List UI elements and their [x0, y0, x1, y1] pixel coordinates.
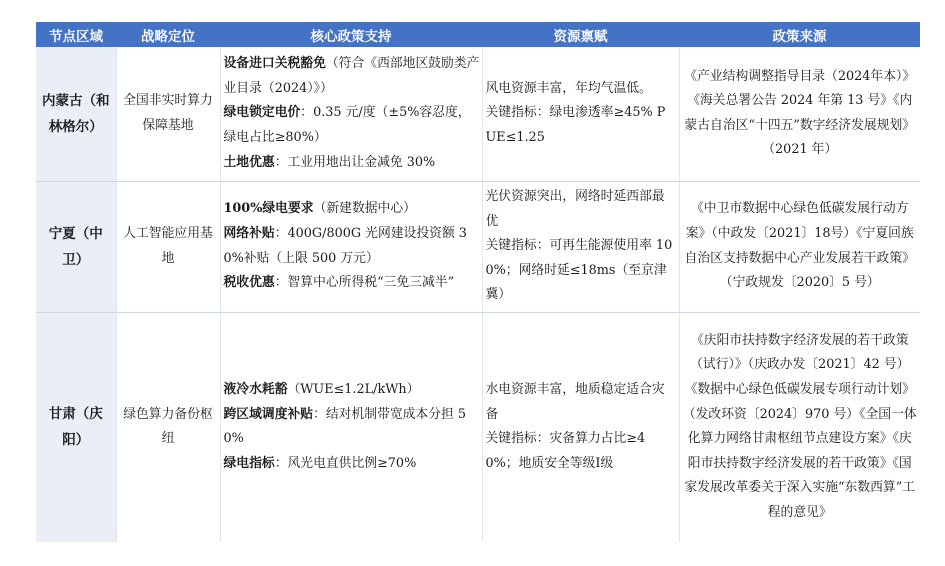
header-position: 战略定位	[116, 22, 220, 47]
policy-label: 绿电锁定电价	[223, 105, 301, 121]
policy-label: 液冷水耗豁	[223, 382, 288, 398]
position-cell: 全国非实时算力保障基地	[116, 47, 220, 181]
source-cell: 《中卫市数据中心绿色低碳发展行动方案》（中政发〔2021〕18号）《宁夏回族自治区支持数据中心产业发展若干政策》（宁政规发〔2020〕5 号）	[679, 181, 920, 312]
policy-text: （WUE≤1.2L/kWh）	[287, 382, 420, 398]
table-header-row	[36, 22, 920, 47]
policy-text: ：工业用地出让金减免 30%	[274, 154, 436, 170]
policy-label: 税收优惠	[223, 275, 275, 291]
position-cell: 人工智能应用基地	[116, 181, 220, 312]
resource-cell	[482, 312, 679, 542]
policy-item	[224, 222, 482, 271]
policy-item	[224, 52, 482, 101]
policy-item	[224, 101, 482, 150]
resource-metrics: 关键指标：绿电渗透率≥45% PUE≤1.25	[485, 105, 666, 146]
policy-text: ：400G/800G 光网建设投资额 30%补贴（上限 500 万元）	[223, 225, 467, 266]
resource-metrics: 关键指标：灾备算力占比≥40%；地质安全等级Ⅰ级	[485, 431, 646, 471]
header-policy: 核心政策支持	[220, 22, 482, 47]
resource-text: 水电资源丰富，地质稳定适合灾备	[485, 382, 665, 422]
policy-cell	[220, 47, 482, 181]
region-cell: 甘肃（庆阳）	[36, 312, 116, 542]
policy-label: 跨区域调度补贴	[223, 406, 314, 422]
policy-label: 100%绿电要求	[223, 201, 314, 217]
policy-cell	[220, 312, 482, 542]
policy-table	[36, 22, 920, 542]
policy-text: ：智算中心所得税“三免三减半”	[274, 275, 455, 291]
header-source: 政策来源	[679, 22, 920, 47]
resource-text: 光伏资源突出，网络时延西部最优	[485, 189, 665, 229]
policy-label: 土地优惠	[223, 154, 275, 170]
policy-item	[224, 378, 482, 403]
policy-item	[224, 197, 482, 222]
policy-item	[224, 403, 482, 452]
source-cell: 《产业结构调整指导目录（2024年本）》《海关总署公告 2024 年第 13 号》《内蒙古自治区“十四五”数字经济发展规划》（2021 年）	[679, 47, 920, 181]
policy-text: ：结对机制带宽成本分担 50%	[223, 406, 467, 447]
policy-item	[224, 151, 482, 176]
policy-item	[224, 271, 482, 296]
policy-cell	[220, 181, 482, 312]
policy-text: ：0.35 元/度（±5%容忍度，绿电占比≥80%）	[223, 105, 471, 146]
policy-text: （新建数据中心）	[313, 201, 416, 217]
policy-label: 绿电指标	[223, 455, 275, 471]
resource-cell	[482, 181, 679, 312]
policy-label: 网络补贴	[223, 225, 275, 241]
table-row	[36, 312, 920, 542]
policy-text: （符合《西部地区鼓励类产业目录（2024）》）	[223, 56, 480, 96]
header-resources: 资源禀赋	[482, 22, 679, 47]
region-cell: 内蒙古（和林格尔）	[36, 47, 116, 181]
region-cell: 宁夏（中卫）	[36, 181, 116, 312]
resource-metrics: 关键指标：可再生能源使用率 100%；网络时延≤18ms（至京津冀）	[485, 238, 673, 303]
resource-cell	[482, 47, 679, 181]
source-cell: 《庆阳市扶持数字经济发展的若干政策（试行）》（庆政办发〔2021〕42 号）《数据中心绿色低碳发展专项行动计划》（发改环资〔2024〕970 号）《全国一体化算力网络甘肃枢纽节点建设方案》《庆阳市扶持数字经济发展的若干政策》《国家发展改革委关于深入实施“东数西算”工程的意见》	[679, 312, 920, 542]
position-cell: 绿色算力备份枢纽	[116, 312, 220, 542]
resource-text: 风电资源丰富，年均气温低。	[485, 80, 652, 96]
policy-label: 设备进口关税豁免	[223, 56, 326, 72]
header-region: 节点区域	[36, 22, 116, 47]
policy-text: ：风光电直供比例≥70%	[274, 455, 417, 471]
table-row	[36, 47, 920, 181]
policy-item	[224, 452, 482, 477]
table-row	[36, 181, 920, 312]
